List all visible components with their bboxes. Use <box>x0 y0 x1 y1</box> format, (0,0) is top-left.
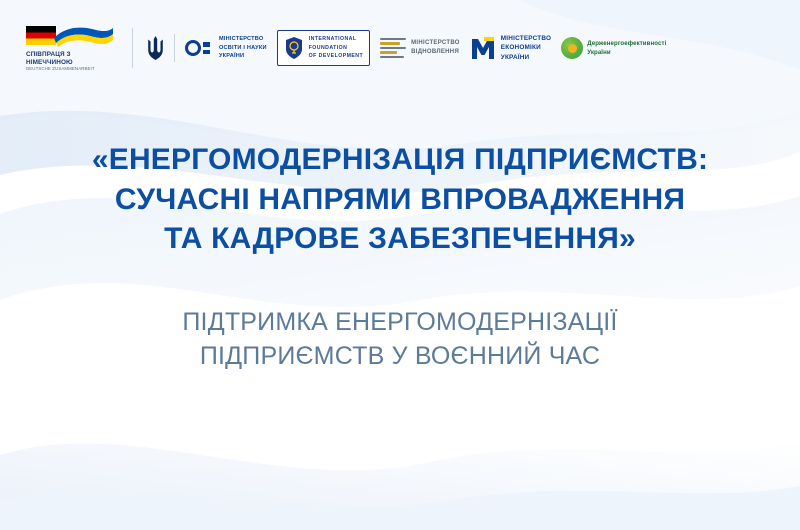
foundation-badge-icon <box>284 36 304 60</box>
logo-divider-2 <box>174 34 175 62</box>
page-subtitle-line1: ПІДТРИМКА ЕНЕРГОМОДЕРНІЗАЦІЇ <box>182 307 618 336</box>
logo-mon-text <box>219 35 267 60</box>
ukraine-ribbon-icon <box>52 24 114 48</box>
logo-state-energy-efficiency <box>561 37 666 59</box>
logo-restoration-line2: ВІДНОВЛЕННЯ <box>411 49 460 55</box>
logo-germany-line1: СПІВПРАЦЯ З <box>26 51 71 59</box>
logo-energy-text <box>587 39 666 57</box>
restoration-bars-icon <box>380 36 406 60</box>
logo-restoration-text <box>411 39 460 57</box>
page-title-line2: СУЧАСНІ НАПРЯМИ ВПРОВАДЖЕННЯ <box>114 182 686 216</box>
logo-mon-line2: ОСВІТИ І НАУКИ <box>219 44 267 51</box>
logo-energy-line1: Держенергоефективності <box>587 39 667 47</box>
logo-ifd-text <box>309 35 363 62</box>
logo-economy-line1: МІНІСТЕРСТВО <box>500 35 552 43</box>
logo-restoration-line1: МІНІСТЕРСТВО <box>411 40 460 46</box>
ukraine-trident-icon <box>147 36 164 60</box>
logo-ifd-line2: FOUNDATION <box>308 44 348 51</box>
page-subtitle-line2: ПІДПРИЄМСТВ У ВОЄННИЙ ЧАС <box>199 341 601 370</box>
logo-ifd-line1: INTERNATIONAL <box>308 35 357 42</box>
logo-ministry-restoration <box>380 36 460 60</box>
mon-bars-icon <box>203 42 210 54</box>
page-subtitle <box>40 305 760 373</box>
page-title-line3: ТА КАДРОВЕ ЗАБЕЗПЕЧЕННЯ» <box>164 222 636 256</box>
page-title-line1: «ЕНЕРГОМОДЕРНІЗАЦІЯ ПІДПРИЄМСТВ: <box>91 143 709 176</box>
logo-economy-text <box>501 34 551 62</box>
germany-ukraine-flag-icon <box>26 24 114 50</box>
logo-economy-line2: ЕКОНОМІКИ <box>500 44 541 52</box>
logo-international-foundation-development <box>277 30 370 67</box>
mon-emblem-icon <box>185 40 210 56</box>
logo-ministry-education-science <box>147 34 267 62</box>
logo-germany-line3: DEUTSCHE ZUSAMMENARBEIT <box>26 66 95 72</box>
energy-leaf-icon <box>561 37 583 59</box>
logo-mon-line1: МІНІСТЕРСТВО <box>219 36 264 43</box>
logo-germany-line2: НІМЕЧЧИНОЮ <box>26 58 73 66</box>
logo-mon-line3: УКРАЇНИ <box>219 53 245 60</box>
mon-circle-icon <box>185 40 201 56</box>
logo-ifd-line3: OF DEVELOPMENT <box>308 53 364 60</box>
partner-logo-strip <box>0 0 800 72</box>
logo-energy-line2: України <box>587 49 611 56</box>
slide-titles <box>0 62 800 373</box>
page-title <box>40 140 760 259</box>
logo-economy-line3: УКРАЇНИ <box>500 53 530 61</box>
economy-emblem-icon <box>470 35 496 61</box>
logo-ministry-economy <box>470 34 551 62</box>
